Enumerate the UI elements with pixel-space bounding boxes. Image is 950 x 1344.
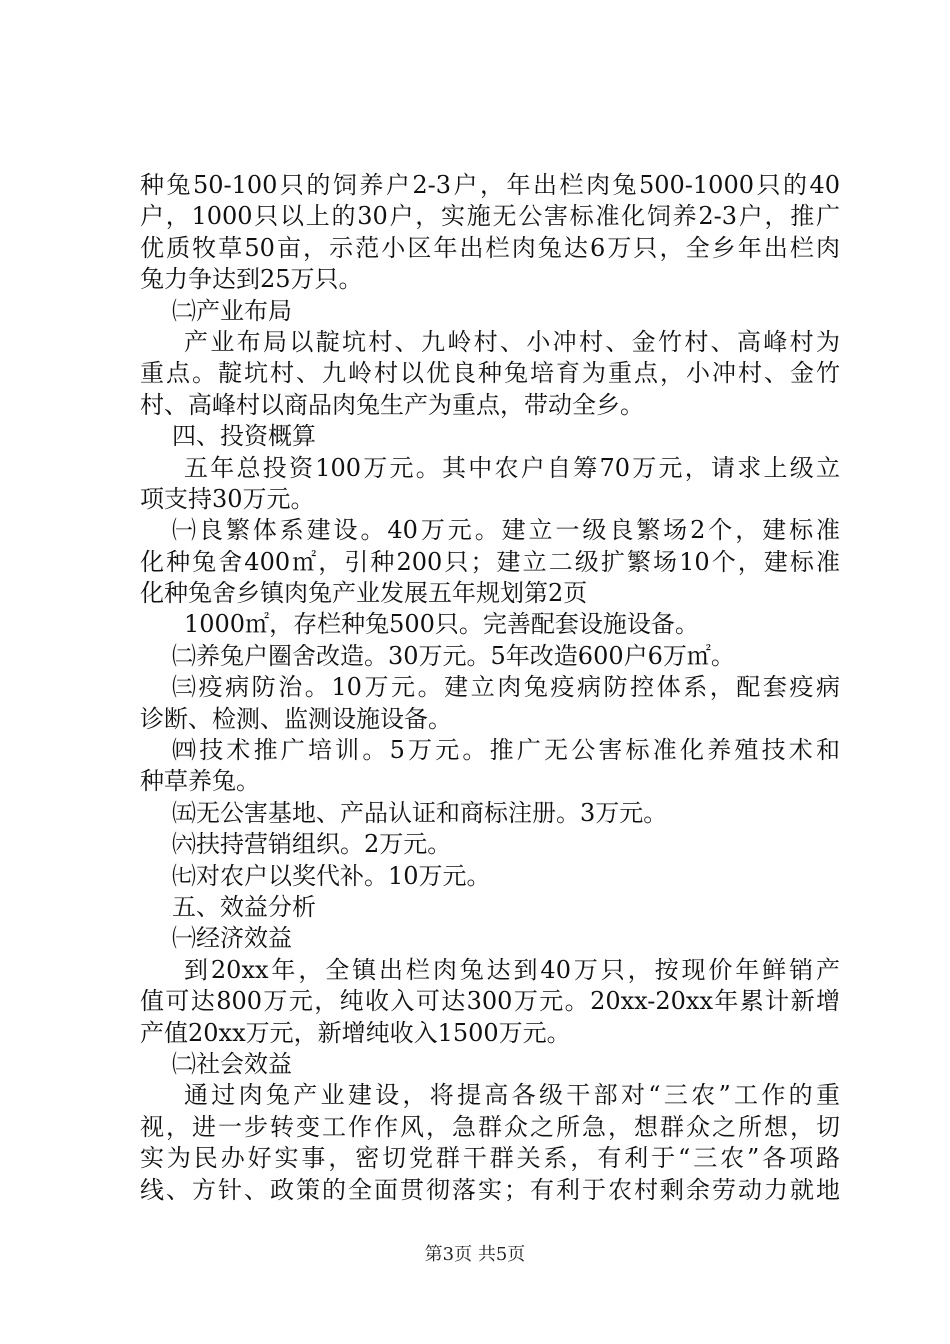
text-line: 化种兔舍400㎡，引种200只；建立二级扩繁场10个，建标准	[140, 547, 840, 576]
text-line: ㈠良繁体系建设。40万元。建立一级良繁场2个，建标准	[172, 516, 840, 545]
text-line: 五年总投资100万元。其中农户自筹70万元，请求上级立	[184, 453, 840, 482]
page-number-label: 第3页 共5页	[424, 1244, 526, 1265]
text-line: ㈦对农户以奖代补。10万元。	[172, 861, 491, 890]
section-heading: ㈡产业布局	[172, 296, 292, 325]
text-line: 通过肉兔产业建设，将提高各级干部对“三农”工作的重	[184, 1081, 840, 1110]
text-line: ㈣技术推广培训。5万元。推广无公害标准化养殖技术和	[172, 736, 840, 765]
text-line: 产业布局以靛坑村、九岭村、小冲村、金竹村、高峰村为	[184, 327, 840, 356]
text-line: ㈥扶持营销组织。2万元。	[172, 830, 452, 859]
section-heading: ㈠经济效益	[172, 924, 292, 953]
text-line: 实为民办好实事，密切党群干群关系，有利于“三农”各项路	[140, 1144, 840, 1173]
section-heading: ㈡社会效益	[172, 1049, 292, 1078]
text-line: 户，1000只以上的30户，实施无公害标准化饲养2-3户，推广	[140, 202, 840, 231]
text-line: 种兔50-100只的饲养户2-3户，年出栏肉兔500-1000只的40	[140, 171, 840, 199]
text-line: 线、方针、政策的全面贯彻落实；有利于农村剩余劳动力就地	[140, 1175, 840, 1204]
text-line: ㈢疫病防治。10万元。建立肉兔疫病防控体系，配套疫病	[172, 673, 840, 702]
page-footer	[0, 1243, 950, 1267]
section-heading: 五、效益分析	[172, 892, 316, 921]
text-line: 产值20xx万元，新增纯收入1500万元。	[140, 1018, 571, 1047]
text-line: 村、高峰村以商品肉兔生产为重点，带动全乡。	[140, 390, 644, 419]
text-line: 种草养兔。	[140, 767, 260, 796]
text-line: 诊断、检测、监测设施设备。	[140, 704, 452, 733]
text-line: 重点。靛坑村、九岭村以优良种兔培育为重点，小冲村、金竹	[140, 359, 840, 388]
text-line: ㈡养兔户圈舍改造。30万元。5年改造600户6万㎡。	[172, 641, 735, 670]
text-line: 兔力争达到25万只。	[140, 265, 363, 294]
text-line: 视，进一步转变工作作风，急群众之所急，想群众之所想，切	[140, 1112, 840, 1141]
text-line: 值可达800万元，纯收入可达300万元。20xx-20xx年累计新增	[140, 987, 840, 1016]
section-heading: 四、投资概算	[172, 422, 316, 451]
text-line: 项支持30万元。	[140, 484, 315, 513]
text-line: 化种兔舍乡镇肉兔产业发展五年规划第2页	[140, 579, 588, 608]
text-line: 优质牧草50亩，示范小区年出栏肉兔达6万只，全乡年出栏肉	[140, 233, 840, 262]
text-line: 1000㎡，存栏种兔500只。完善配套设施设备。	[184, 610, 699, 639]
text-line: 到20xx年，全镇出栏肉兔达到40万只，按现价年鲜销产	[184, 955, 840, 984]
text-line: ㈤无公害基地、产品认证和商标注册。3万元。	[172, 798, 668, 827]
document-body	[140, 170, 840, 1206]
